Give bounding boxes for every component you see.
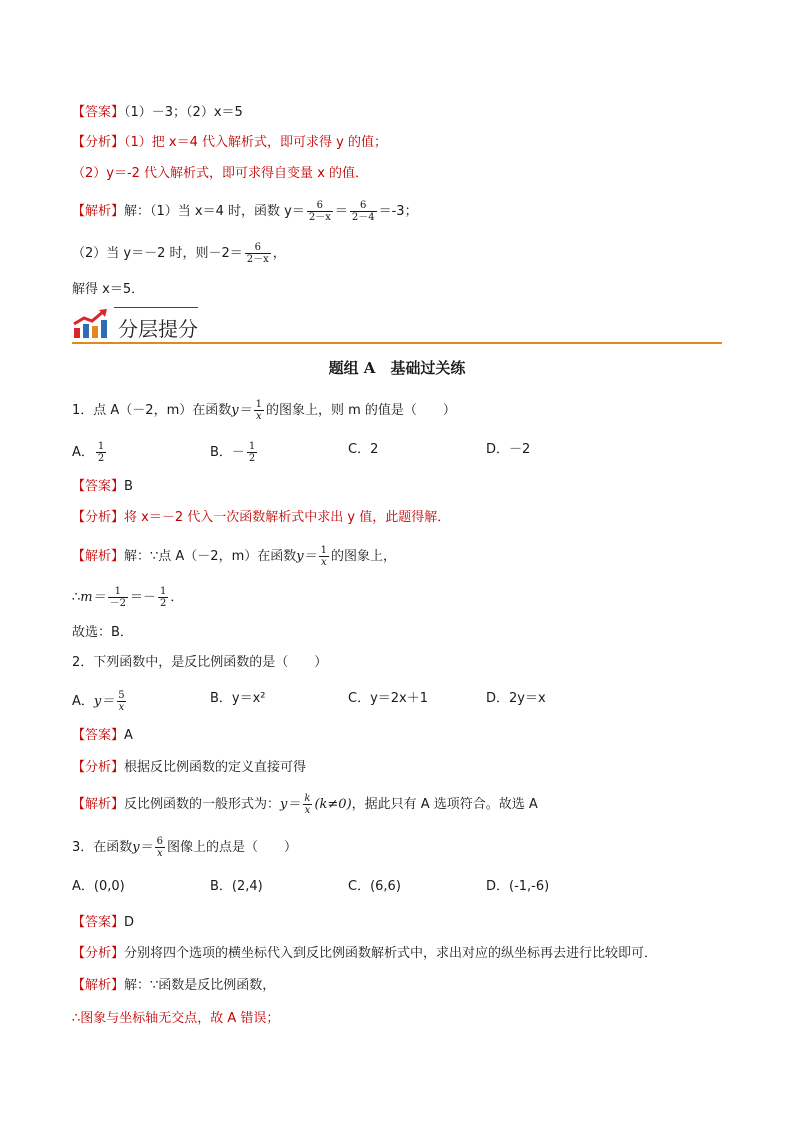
solution-text: 解：∵点 A（－2，m）在函数 (124, 549, 297, 564)
question-3-solution-2 (72, 1010, 279, 1028)
analysis-text: 根据反比例函数的定义直接可得 (124, 760, 307, 775)
solution-line-top-1 (72, 200, 418, 223)
math-expr: ＝－ (129, 590, 156, 605)
denominator: 2－4 (351, 212, 375, 223)
analysis-tag: 【分析】 (72, 135, 125, 150)
numerator: 6 (156, 836, 164, 847)
question-3-answer (72, 914, 134, 932)
fraction (116, 690, 126, 713)
denominator: 2－x (246, 254, 269, 265)
answer-text: B (124, 479, 133, 494)
question-text: 1．点 A（－2，m）在函数 (72, 403, 232, 418)
numerator: 1 (114, 586, 121, 597)
option-label: B．－ (210, 445, 245, 460)
analysis-text: 将 x＝－2 代入一次函数解析式中求出 y 值，此题得解． (124, 510, 451, 525)
option-c: C．2 (348, 442, 379, 457)
question-text: 2．下列函数中，是反比例函数的是（ ） (72, 655, 328, 670)
denominator: 2 (248, 453, 256, 464)
answer-tag: 【答案】 (72, 915, 125, 930)
denominator: x (255, 411, 262, 422)
option-d: D．(-1,-6) (486, 879, 550, 894)
option-a (72, 441, 108, 464)
chart-growth-icon (72, 308, 110, 340)
numerator: k (304, 793, 311, 804)
denominator: 2 (97, 453, 105, 464)
analysis-tag: 【分析】 (72, 760, 125, 775)
option-label: A． (72, 694, 94, 709)
numerator: 1 (255, 399, 262, 410)
solution-text: ， (272, 246, 286, 261)
fraction (302, 793, 312, 816)
header-top-rule (114, 307, 198, 308)
math-expr: y＝ (280, 797, 301, 812)
math-expr: y＝ (231, 403, 252, 418)
analysis-text: 分别将四个选项的横坐标代入到反比例函数解析式中，求出对应的纵坐标再去进行比较即可． (124, 946, 658, 961)
option-label: A． (72, 445, 94, 460)
question-1-choice (72, 624, 133, 642)
analysis-line-top-1 (72, 134, 387, 152)
numerator: 1 (97, 441, 105, 452)
solution-line-top-2 (72, 242, 286, 265)
fraction (247, 441, 257, 464)
numerator: 1 (248, 441, 256, 452)
section-title: 分层提分 (118, 317, 198, 341)
denominator: x (157, 848, 163, 859)
question-text: 3．在函数 (72, 840, 133, 855)
solution-text: 解：（1）当 x＝4 时，函数 y＝ (124, 204, 305, 219)
denominator: 2 (160, 598, 167, 609)
solution-text: 故选：B． (72, 625, 133, 640)
answer-tag: 【答案】 (72, 479, 125, 494)
question-3-solution-1 (72, 977, 275, 995)
math-expr: m＝ (80, 590, 106, 605)
denominator: x (304, 805, 311, 816)
group-title: 题组 A 基础过关练 (328, 359, 466, 377)
option-a (72, 690, 129, 713)
answer-tag: 【答案】 (72, 728, 125, 743)
math-expr: y＝ (296, 549, 317, 564)
fraction (245, 242, 271, 265)
option-c: C．(6,6) (348, 879, 401, 894)
answer-text: （1）－3；（2）x＝5 (124, 105, 243, 120)
solution-text: ∴图象与坐标轴无交点，故 A 错误； (72, 1011, 280, 1026)
analysis-line-top-2 (72, 165, 368, 183)
option-b (210, 441, 259, 464)
question-1-solution-1 (72, 545, 396, 568)
solution-text: ． (170, 590, 184, 605)
analysis-text: （2）y＝-2 代入解析式，即可求得自变量 x 的值． (72, 166, 369, 181)
option-d: D．－2 (486, 442, 531, 457)
question-1-options (72, 441, 722, 463)
solution-tag: 【解析】 (72, 204, 125, 219)
question-1-answer (72, 478, 133, 496)
option-b: B．(2,4) (210, 879, 263, 894)
denominator: x (118, 702, 125, 713)
denominator: 2－x (308, 212, 331, 223)
fraction (158, 586, 168, 609)
numerator: 6 (360, 200, 367, 211)
question-text: 的图象上，则 m 的值是（ ） (265, 403, 456, 418)
solution-tag: 【解析】 (72, 978, 125, 993)
equals: ＝ (334, 204, 348, 219)
solution-text: 解：∵函数是反比例函数， (124, 978, 276, 993)
question-1-stem (72, 399, 456, 422)
question-3-options (72, 878, 722, 898)
fraction (319, 545, 329, 568)
fraction (108, 586, 128, 609)
solution-tag: 【解析】 (72, 549, 125, 564)
math-expr: y＝ (132, 840, 153, 855)
solution-text: ，据此只有 A 选项符合。故选 A (351, 797, 538, 812)
question-2-stem (72, 654, 327, 672)
analysis-tag: 【分析】 (72, 946, 125, 961)
question-2-answer (72, 727, 133, 745)
question-2-solution (72, 793, 538, 816)
question-2-analysis (72, 759, 306, 777)
fraction (96, 441, 106, 464)
numerator: 1 (160, 586, 167, 597)
solution-text: ＝-3； (378, 204, 418, 219)
header-bottom-rule (72, 342, 722, 344)
answer-text: D (124, 915, 135, 930)
fraction (254, 399, 264, 422)
solution-text: 的图象上， (330, 549, 396, 564)
answer-text: A (124, 728, 133, 743)
numerator: 5 (118, 690, 125, 701)
option-a: A．(0,0) (72, 879, 125, 894)
question-1-analysis (72, 509, 450, 527)
question-text: 图像上的点是（ ） (167, 840, 298, 855)
numerator: 6 (316, 200, 324, 211)
solution-text: ∴ (72, 590, 81, 605)
numerator: 6 (254, 242, 261, 253)
analysis-tag: 【分析】 (72, 510, 125, 525)
question-2-options (72, 690, 722, 712)
option-b: B．y＝x² (210, 691, 266, 706)
solution-tag: 【解析】 (72, 797, 125, 812)
math-expr: y＝ (93, 694, 115, 709)
fraction (350, 200, 377, 223)
fraction (155, 836, 165, 859)
math-expr: (k≠0) (314, 797, 352, 812)
fraction (307, 200, 333, 223)
answer-tag: 【答案】 (72, 105, 125, 120)
option-c: C．y＝2x＋1 (348, 691, 429, 706)
denominator: －2 (109, 598, 126, 609)
question-3-analysis (72, 945, 657, 963)
analysis-text: （1）把 x＝4 代入解析式，即可求得 y 的值； (124, 135, 387, 150)
solution-text: 解得 x＝5． (72, 282, 145, 297)
solution-text: 反比例函数的一般形式为： (124, 797, 281, 812)
question-1-solution-2 (72, 586, 183, 609)
numerator: 1 (320, 545, 327, 556)
solution-text: （2）当 y＝－2 时，则－2＝ (72, 246, 243, 261)
question-3-stem (72, 836, 297, 859)
answer-line-top (72, 104, 243, 122)
solution-line-top-3 (72, 281, 144, 299)
option-d: D．2y＝x (486, 691, 546, 706)
denominator: x (320, 557, 327, 568)
